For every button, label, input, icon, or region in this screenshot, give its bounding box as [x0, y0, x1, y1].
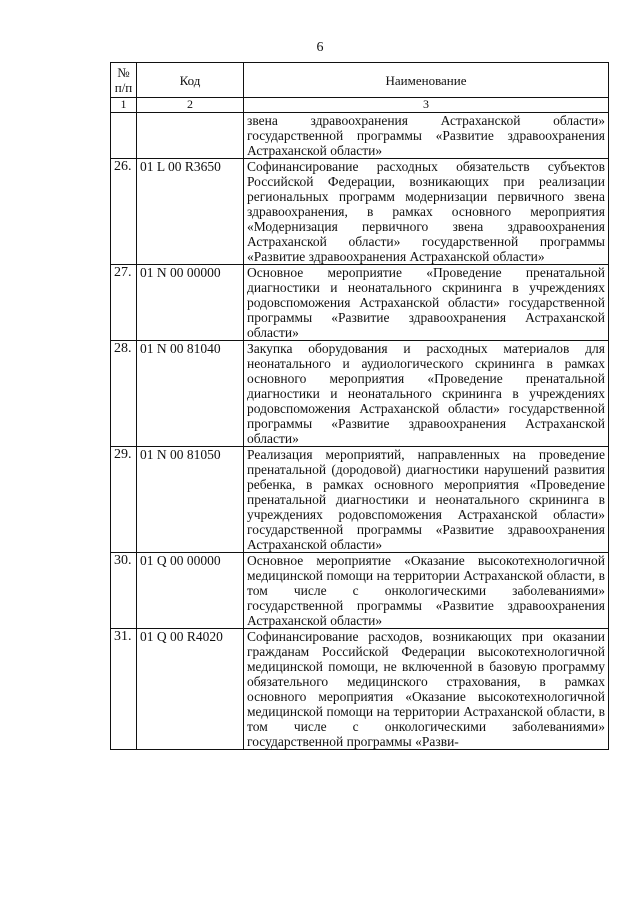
table-row — [111, 553, 609, 629]
column-index-1: 1 — [111, 98, 137, 113]
column-index-row — [111, 98, 609, 113]
table-header-row — [111, 63, 609, 98]
row-name: Софинансирование расходов, возникающих при оказании гражданам Российской Федерации высокотехнологичной медицинской помощи, не включенной в базовую программу обязательного медицинского страхования, в рамках основного мероприятия «Оказание высокотехнологичной медицинской помощи на территории Астраханской области, в том числе с онкологическими заболеваниями» государственной программы «Разви- — [244, 629, 609, 750]
row-code — [137, 113, 244, 159]
row-number — [111, 113, 137, 159]
row-number: 31. — [111, 629, 137, 750]
row-number: 27. — [111, 265, 137, 341]
row-name: Реализация мероприятий, направленных на проведение пренатальной (дородовой) диагностики нарушений развития ребенка, в рамках основного мероприятия «Проведение пренатальной диагностики и неонатального скрининга в учреждениях родовспоможения Астраханской области» государственной программы «Развитие здравоохранения Астраханской области» — [244, 447, 609, 553]
row-code: 01 Q 00 00000 — [137, 553, 244, 629]
table-row — [111, 159, 609, 265]
page-number: 6 — [316, 40, 324, 55]
row-name: Основное мероприятие «Проведение пренатальной диагностики и неонатального скрининга в учреждениях родовспоможения Астраханской области» государственной программы «Развитие здравоохранения Астраханской области» — [244, 265, 609, 341]
table-row — [111, 341, 609, 447]
row-code: 01 L 00 R3650 — [137, 159, 244, 265]
table-row — [111, 629, 609, 750]
row-code: 01 N 00 81050 — [137, 447, 244, 553]
row-code: 01 N 00 00000 — [137, 265, 244, 341]
header-code: Код — [137, 63, 244, 98]
row-number: 29. — [111, 447, 137, 553]
row-code: 01 Q 00 R4020 — [137, 629, 244, 750]
row-name: Софинансирование расходных обязательств субъектов Российской Федерации, возникающих при реализации региональных программ модернизации первичного звена здравоохранения, в рамках основного мероприятия «Модернизация первичного звена здравоохранения Астраханской области» государственной программы «Развитие здравоохранения Астраханской области» — [244, 159, 609, 265]
row-name: Закупка оборудования и расходных материалов для неонатального и аудиологического скрининга в рамках основного мероприятия «Проведение пренатальной диагностики и неонатального скрининга в учреждениях родовспоможения Астраханской области» государственной программы «Развитие здравоохранения Астраханской области» — [244, 341, 609, 447]
row-number: 30. — [111, 553, 137, 629]
table-row — [111, 113, 609, 159]
header-number: № п/п — [111, 63, 137, 98]
budget-code-table — [110, 62, 609, 750]
header-name: Наименование — [244, 63, 609, 98]
column-index-2: 2 — [137, 98, 244, 113]
row-code: 01 N 00 81040 — [137, 341, 244, 447]
row-name: Основное мероприятие «Оказание высокотехнологичной медицинской помощи на территории Астраханской области, в том числе с онкологическими заболеваниями» государственной программы «Развитие здравоохранения Астраханской области» — [244, 553, 609, 629]
row-number: 26. — [111, 159, 137, 265]
row-number: 28. — [111, 341, 137, 447]
column-index-3: 3 — [244, 98, 609, 113]
row-name: звена здравоохранения Астраханской области» государственной программы «Развитие здравоохранения Астраханской области» — [244, 113, 609, 159]
table-row — [111, 265, 609, 341]
table-row — [111, 447, 609, 553]
